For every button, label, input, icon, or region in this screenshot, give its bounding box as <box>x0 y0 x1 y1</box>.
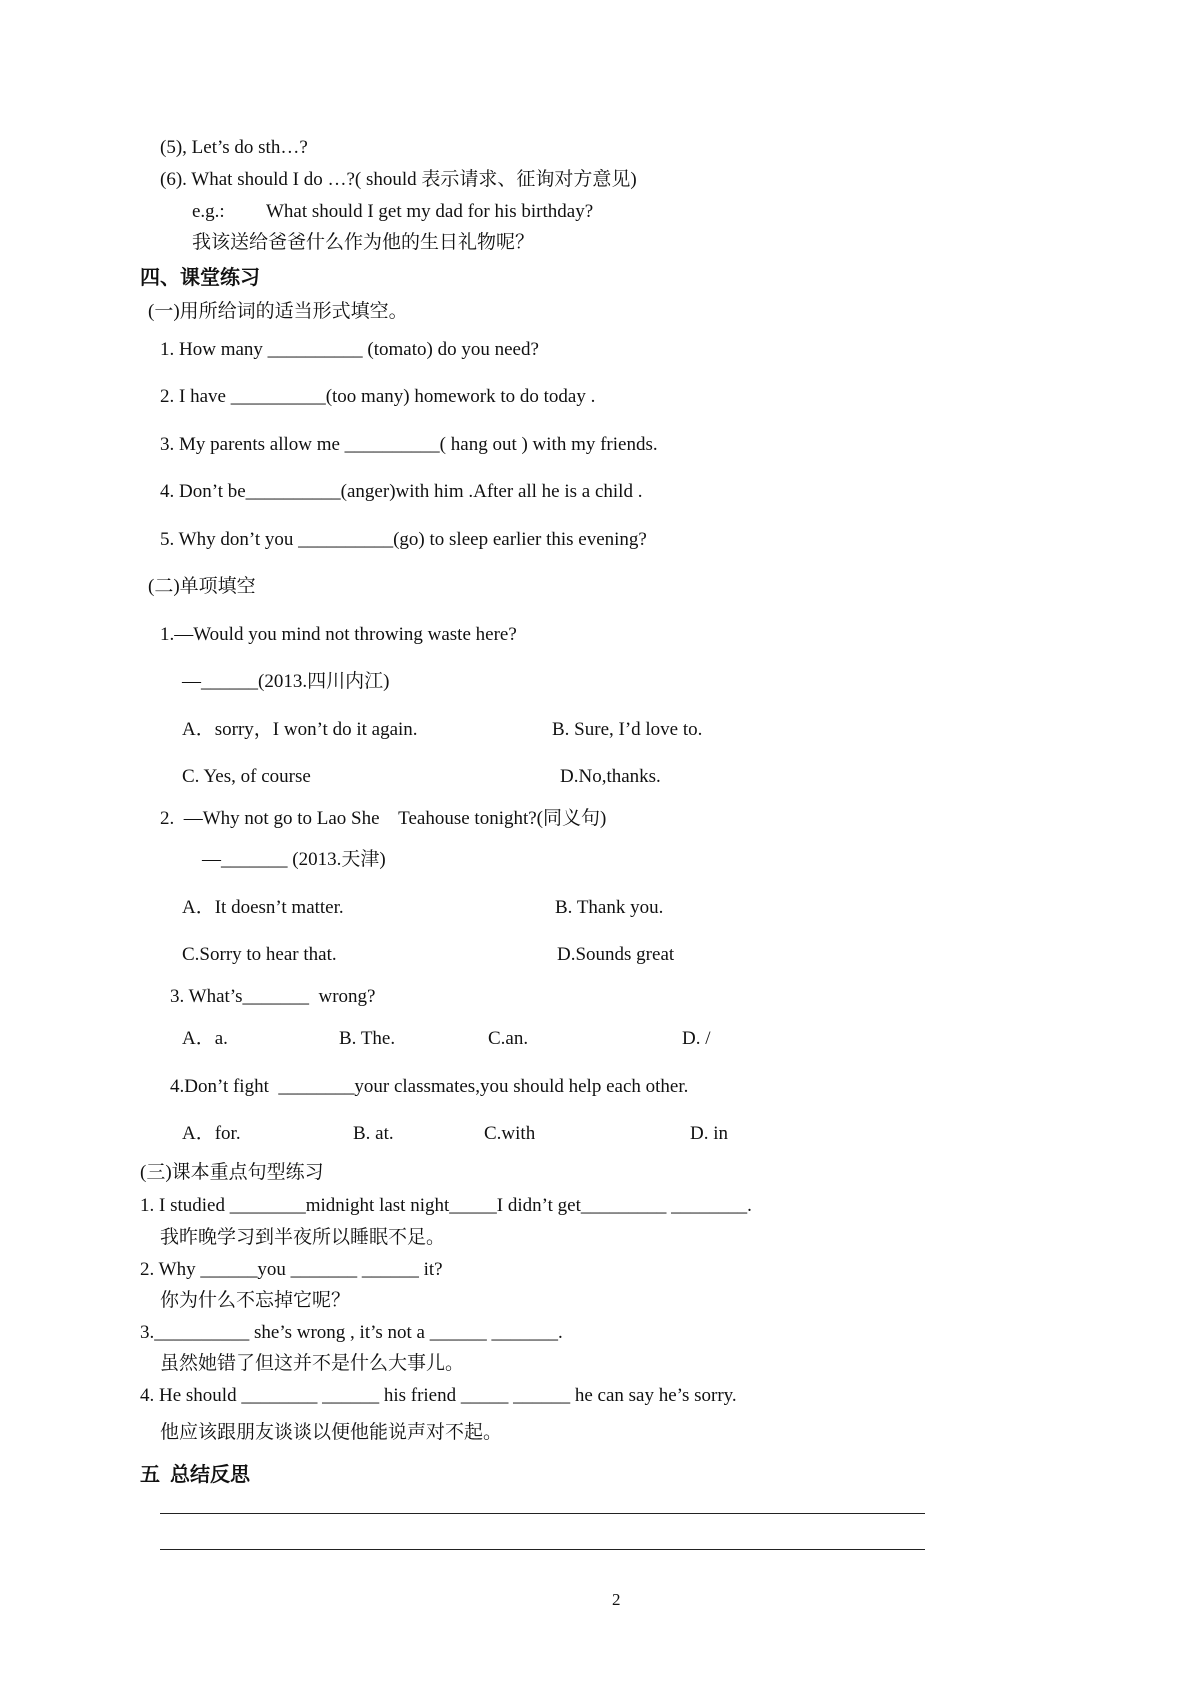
part-2-q3-option-a: A．a. <box>182 1028 228 1049</box>
part-2-q4-option-d: D. in <box>690 1123 728 1144</box>
part-2-q3-option-b: B. The. <box>339 1028 396 1049</box>
part-2-q1-option-a: A．sorry，I won’t do it again. <box>182 719 418 740</box>
part-3-sentence-2: 2. Why ______you _______ ______ it? <box>140 1259 443 1280</box>
part-3-sentence-1-chinese: 我昨晚学习到半夜所以睡眠不足。 <box>160 1227 446 1248</box>
part-1-question-4: 4. Don’t be__________(anger)with him .After all he is a child . <box>160 481 643 502</box>
part-1-question-1: 1. How many __________ (tomato) do you need? <box>160 339 539 360</box>
part-3-sentence-2-chinese: 你为什么不忘掉它呢？ <box>160 1290 351 1311</box>
part-2-question-2-answer: —_______ (2013.天津) <box>202 849 386 870</box>
part-1-question-5: 5. Why don’t you __________(go) to sleep earlier this evening? <box>160 529 647 550</box>
part-3-title: (三)课本重点句型练习 <box>140 1162 324 1183</box>
example-label: e.g.: <box>192 201 225 222</box>
reflection-line-1 <box>160 1513 925 1514</box>
part-3-sentence-1: 1. I studied ________midnight last night_____I didn’t get_________ ________. <box>140 1195 752 1216</box>
part-2-question-4: 4.Don’t fight ________your classmates,you should help each other. <box>170 1076 689 1097</box>
part-2-q4-option-b: B. at. <box>353 1123 394 1144</box>
part-3-sentence-4-chinese: 他应该跟朋友谈谈以便他能说声对不起。 <box>160 1422 503 1443</box>
part-2-q4-option-c: C.with <box>484 1123 536 1144</box>
part-2-q2-option-c: C.Sorry to hear that. <box>182 944 337 965</box>
reflection-line-2 <box>160 1549 925 1550</box>
part-2-q2-option-d: D.Sounds great <box>557 944 675 965</box>
part-2-q4-option-a: A．for. <box>182 1123 241 1144</box>
part-2-q1-option-b: B. Sure, I’d love to. <box>552 719 703 740</box>
item-5: (5), Let’s do sth…? <box>160 137 308 158</box>
part-2-q3-option-c: C.an. <box>488 1028 529 1049</box>
part-2-question-3: 3. What’s_______ wrong? <box>170 986 376 1007</box>
item-6: (6). What should I do …?( should 表示请求、征询对方意见) <box>160 169 637 190</box>
part-2-q3-option-d: D. / <box>682 1028 711 1049</box>
part-3-sentence-3: 3.__________ she’s wrong , it’s not a ______ _______. <box>140 1322 563 1343</box>
part-2-q2-option-a: A．It doesn’t matter. <box>182 897 344 918</box>
part-2-q1-option-c: C. Yes, of course <box>182 766 311 787</box>
example-chinese: 我该送给爸爸什么作为他的生日礼物呢？ <box>192 232 535 253</box>
part-2-question-1: 1.—Would you mind not throwing waste here? <box>160 624 517 645</box>
part-1-question-2: 2. I have __________(too many) homework to do today . <box>160 386 596 407</box>
part-3-sentence-4: 4. He should ________ ______ his friend _____ ______ he can say he’s sorry. <box>140 1385 737 1406</box>
section-4-title: 四、课堂练习 <box>140 267 260 289</box>
part-2-q2-option-b: B. Thank you. <box>555 897 664 918</box>
part-3-sentence-3-chinese: 虽然她错了但这并不是什么大事儿。 <box>160 1353 465 1374</box>
page-number: 2 <box>612 1590 621 1609</box>
part-2-question-1-answer: —______(2013.四川内江) <box>182 671 390 692</box>
part-1-title: (一)用所给词的适当形式填空。 <box>148 301 408 322</box>
part-2-q1-option-d: D.No,thanks. <box>560 766 661 787</box>
part-1-question-3: 3. My parents allow me __________( hang out ) with my friends. <box>160 434 658 455</box>
section-5-title: 五 总结反思 <box>140 1464 250 1486</box>
part-2-title: (二)单项填空 <box>148 576 256 597</box>
example-english: What should I get my dad for his birthday? <box>266 201 594 222</box>
part-2-question-2: 2. —Why not go to Lao She Teahouse tonight?(同义句) <box>160 808 607 829</box>
